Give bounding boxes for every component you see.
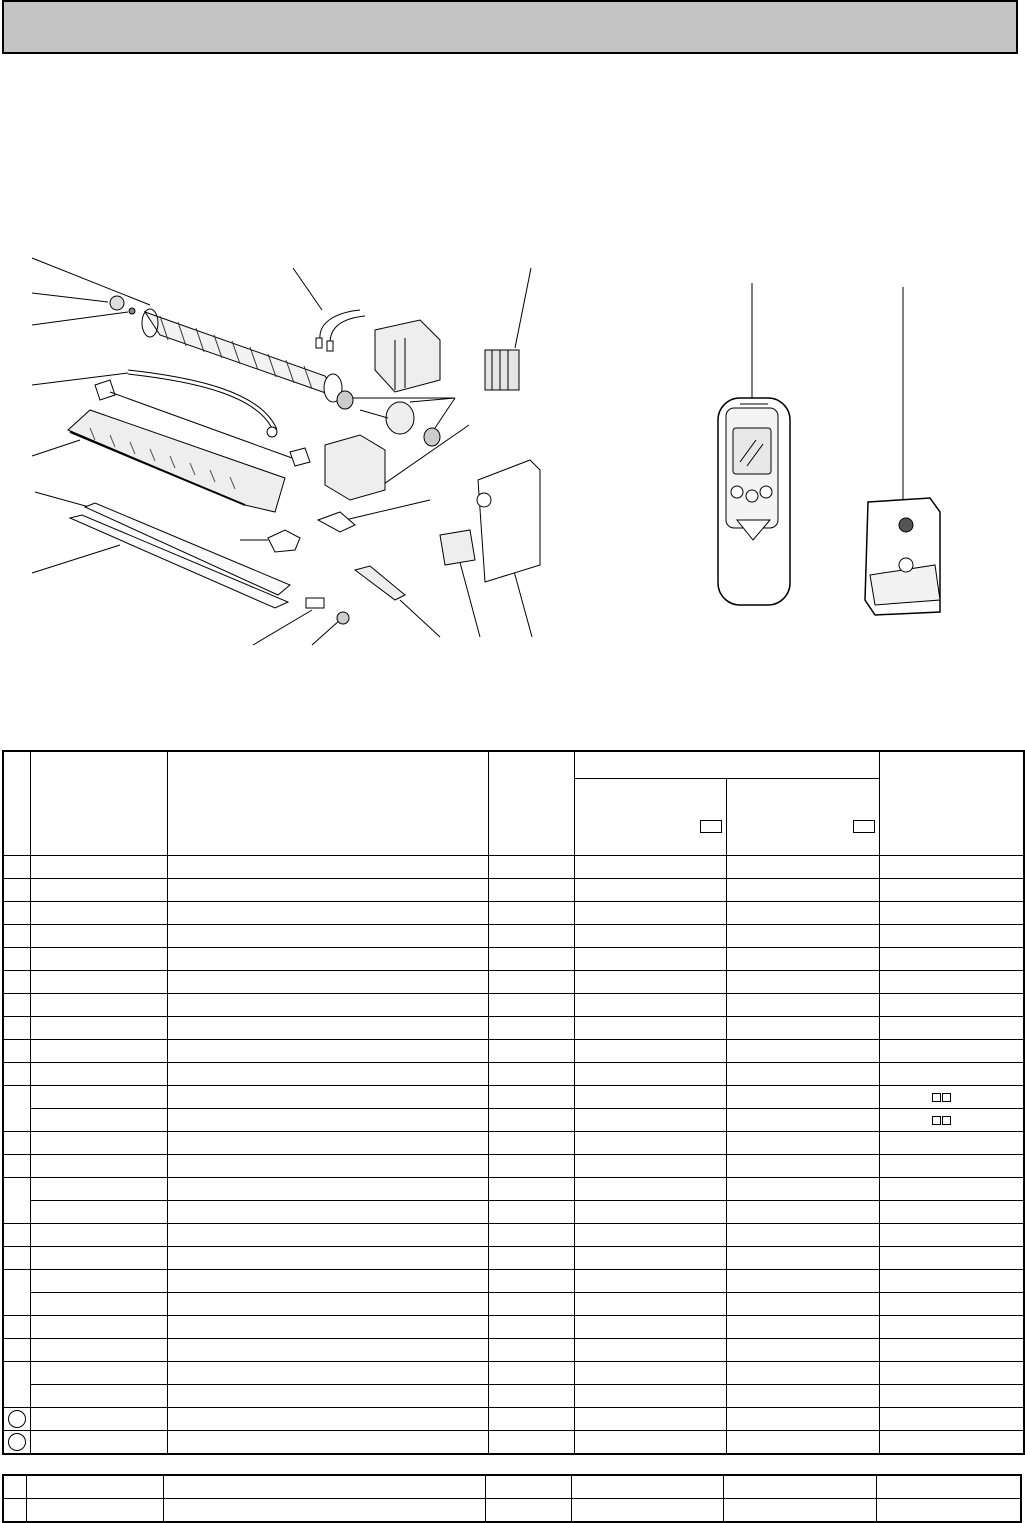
table-row [3,902,1024,925]
header-cell-part-no [31,751,168,856]
header-cell-part-name [167,751,488,856]
parts-list-table [2,750,1025,1455]
table-row [3,1017,1024,1040]
remark-square-icon [932,1093,941,1102]
table-row [3,879,1024,902]
table-row [3,1431,1024,1455]
remark-square-icon [942,1116,951,1125]
header-cell-symbol [489,751,575,856]
table-row [3,1201,1024,1224]
table-row [3,1132,1024,1155]
table-row [3,994,1024,1017]
table-row [3,1362,1024,1385]
table-row [3,1224,1024,1247]
table-row [3,1063,1024,1086]
exploded-parts-diagram [0,240,1025,660]
table-row [3,1109,1024,1132]
table-row [3,1475,1021,1499]
table-row [3,1086,1024,1109]
table-header-row [3,751,1024,779]
circled-number-icon [8,1433,26,1451]
table-row [3,1339,1024,1362]
header-cell-model-2 [726,779,879,856]
header-cell-remarks [879,751,1024,856]
header-cell-no [3,751,31,856]
table-row [3,925,1024,948]
table-row [3,1499,1021,1523]
table-row [3,856,1024,879]
table-row [3,1293,1024,1316]
table-row [3,948,1024,971]
table-row [3,1316,1024,1339]
header-cell-model-1 [575,779,727,856]
table-row [3,1178,1024,1201]
accessory-parts-table [2,1474,1022,1523]
table-row [3,971,1024,994]
remark-square-icon [942,1093,951,1102]
circled-number-icon [8,1410,26,1428]
model-1-box [700,820,722,833]
table-row [3,1155,1024,1178]
header-cell-qty-group [575,751,880,779]
table-row [3,1270,1024,1293]
remark-square-icon [932,1116,941,1125]
table-row [3,1408,1024,1431]
model-2-box [853,820,875,833]
table-row [3,1040,1024,1063]
table-row [3,1247,1024,1270]
title-bar [2,0,1018,54]
table-row [3,1385,1024,1408]
